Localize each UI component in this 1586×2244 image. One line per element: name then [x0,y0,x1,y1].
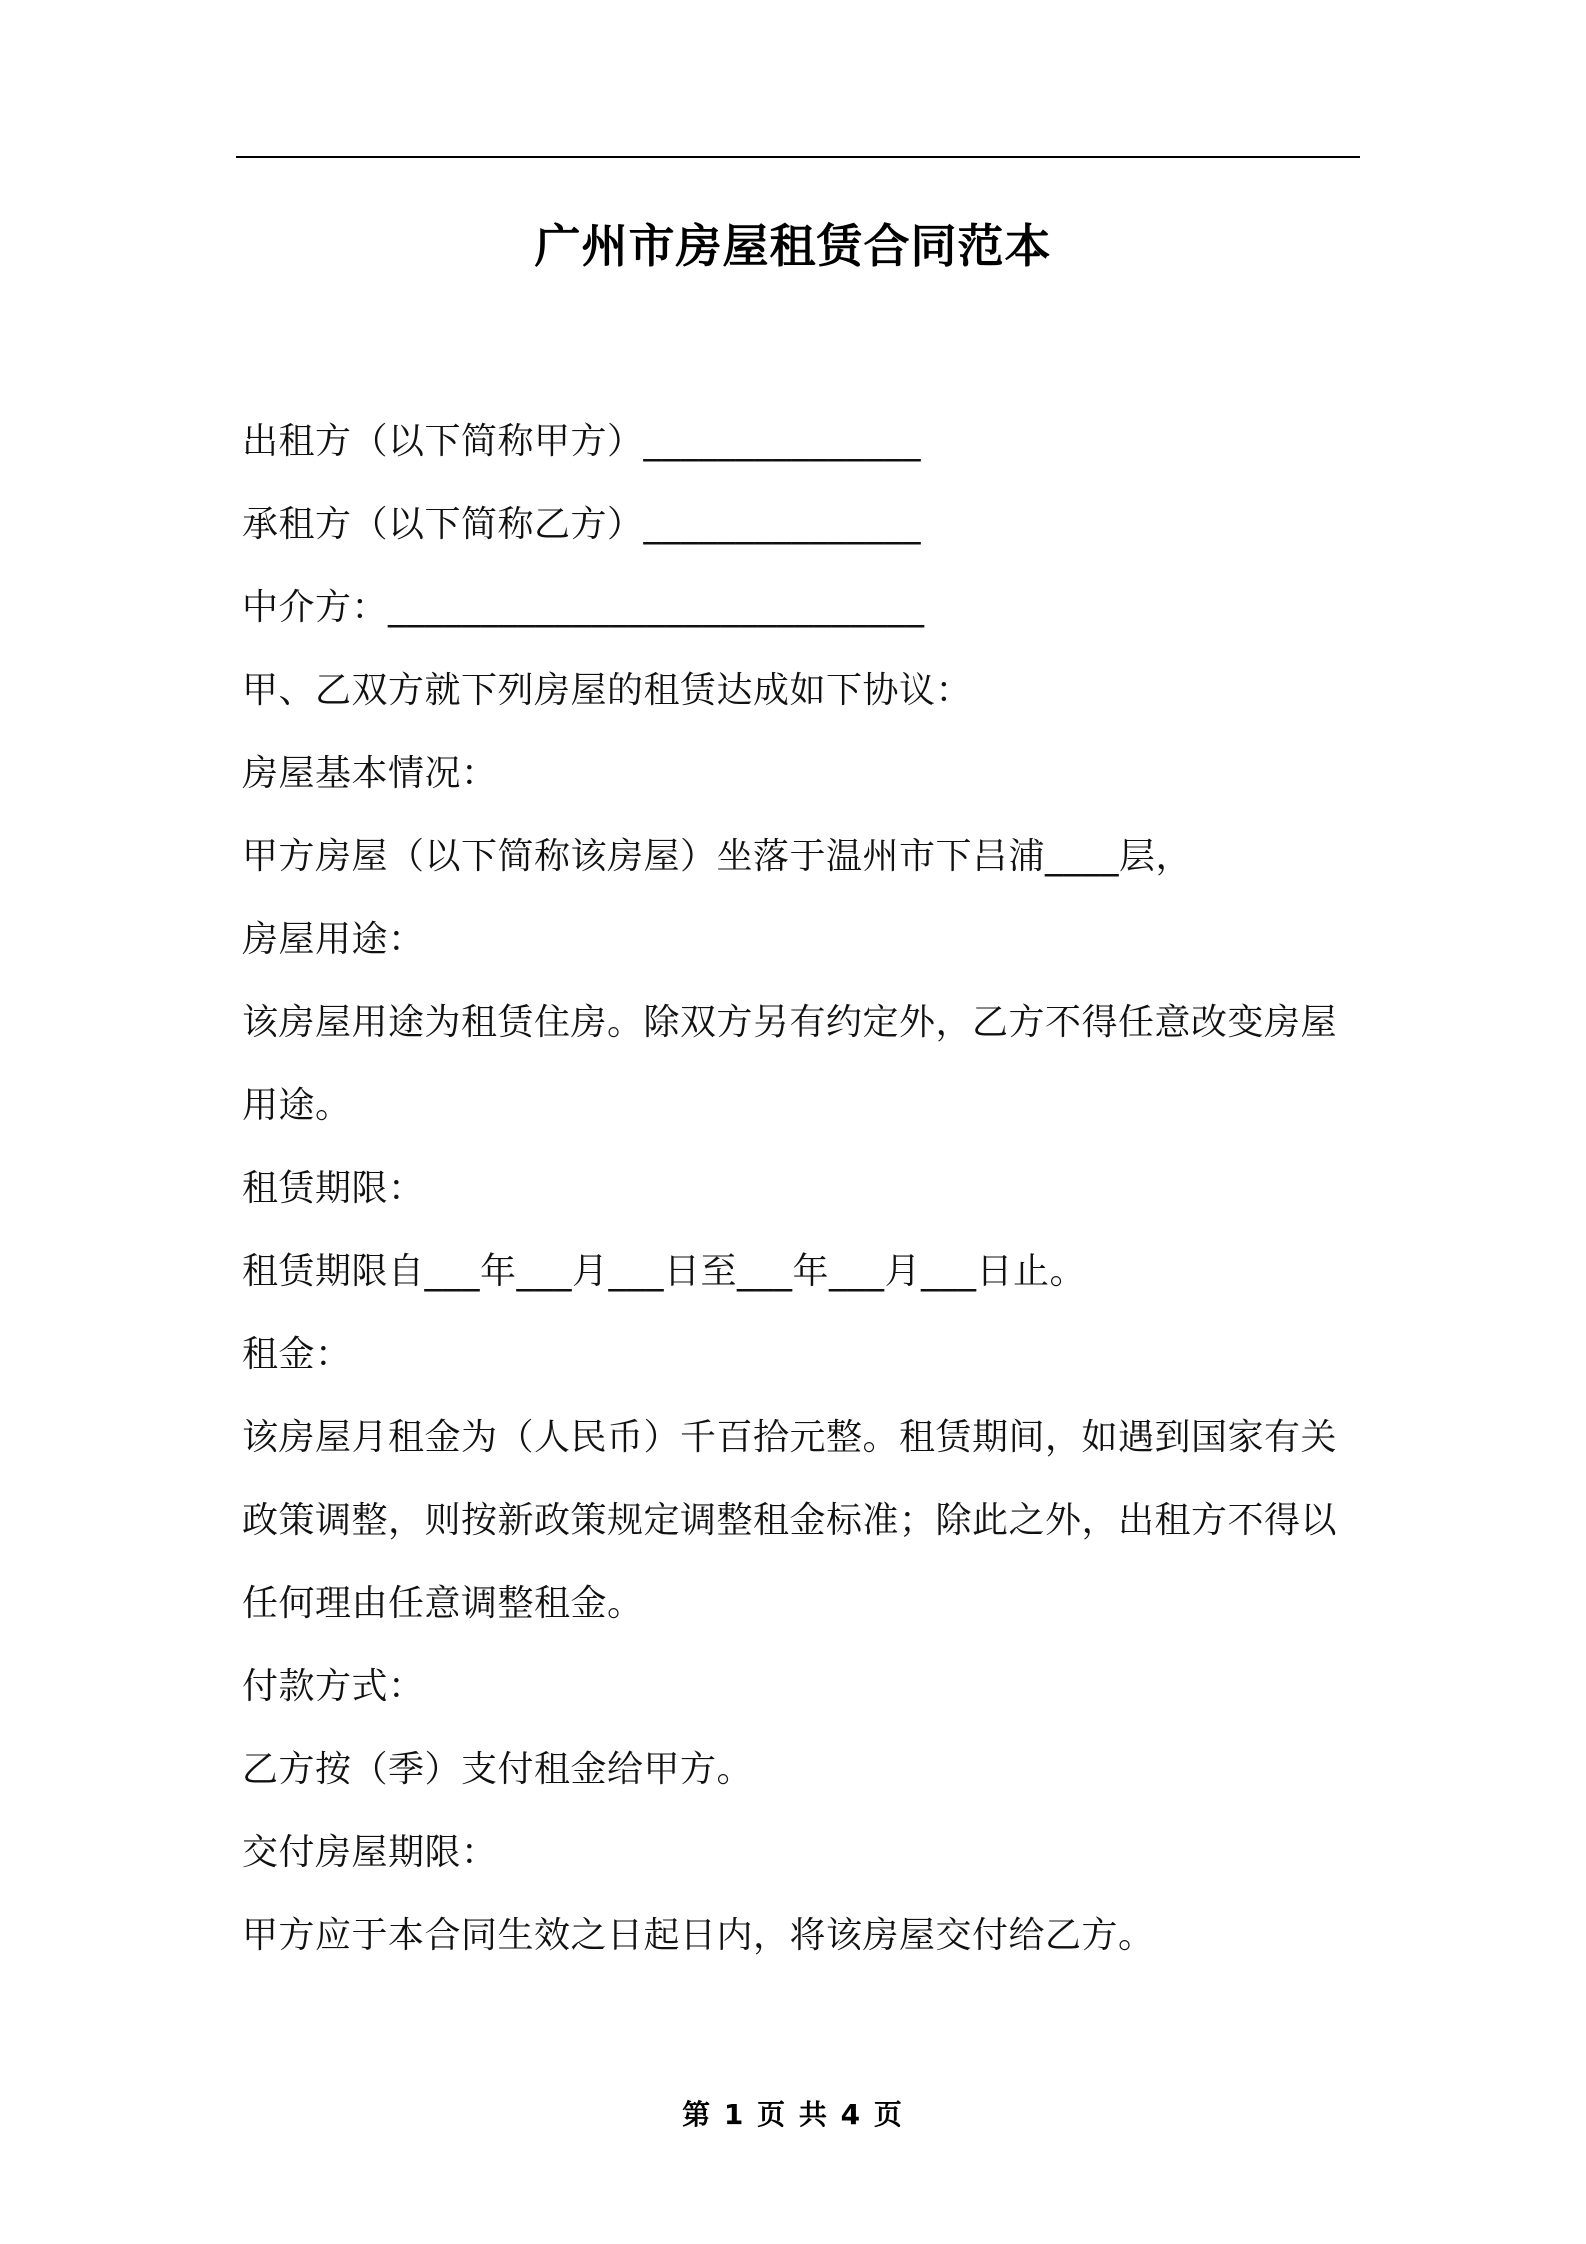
section-heading-delivery: 交付房屋期限： [242,1832,498,1873]
document-title: 广州市房屋租赁合同范本 [534,219,1052,273]
section-heading-lease-term: 租赁期限： [242,1168,425,1209]
lessor-line: 出租方（以下简称甲方）_______________ [242,421,922,462]
section-heading-payment: 付款方式： [242,1666,425,1707]
section-heading-property-info: 房屋基本情况： [242,753,498,794]
section-heading-rent: 租金： [242,1334,352,1375]
property-location: 甲方房屋（以下简称该房屋）坐落于温州市下吕浦____层， [242,836,1193,877]
header-rule [236,156,1360,158]
section-heading-property-use: 房屋用途： [242,919,425,960]
delivery-text: 甲方应于本合同生效之日起日内，将该房屋交付给乙方。 [242,1915,1155,1956]
property-use-text-2: 用途。 [242,1085,352,1126]
agent-line: 中介方：_____________________________ [242,587,925,628]
lessee-line: 承租方（以下简称乙方）_______________ [242,504,922,545]
rent-text-3: 任何理由任意调整租金。 [242,1583,644,1624]
rent-text-2: 政策调整，则按新政策规定调整租金标准；除此之外，出租方不得以 [242,1500,1338,1541]
rent-text-1: 该房屋月租金为（人民币）千百拾元整。租赁期间，如遇到国家有关 [242,1417,1338,1458]
document-body [242,400,1360,1977]
page-number-footer: 第 1 页 共 4 页 [682,2098,904,2131]
agreement-intro: 甲、乙双方就下列房屋的租赁达成如下协议： [242,670,973,711]
lease-term-text: 租赁期限自___年___月___日至___年___月___日止。 [242,1251,1087,1292]
payment-text: 乙方按（季）支付租金给甲方。 [242,1749,754,1790]
property-use-text-1: 该房屋用途为租赁住房。除双方另有约定外，乙方不得任意改变房屋 [242,1002,1338,1043]
